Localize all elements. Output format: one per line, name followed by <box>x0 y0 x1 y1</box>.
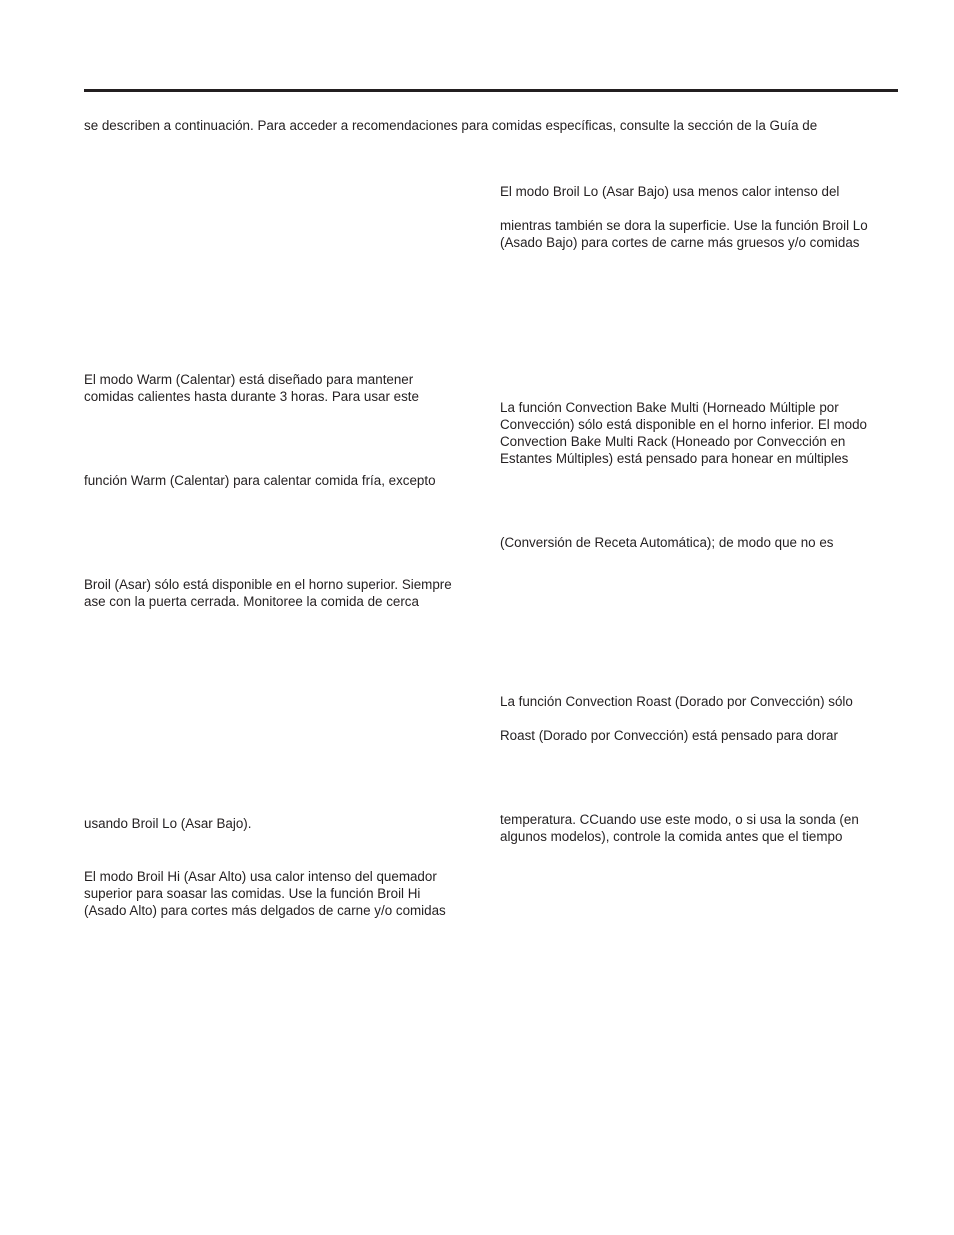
conv-bake-text-line-3: Convection Bake Multi Rack (Honeado por Convección en <box>500 434 846 449</box>
broil-lo-text-line-1: El modo Broil Lo (Asar Bajo) usa menos calor intenso del <box>500 184 840 199</box>
broil-text-line-1: Broil (Asar) sólo está disponible en el horno superior. Siempre <box>84 577 452 592</box>
conv-bake-text-line-1: La función Convection Bake Multi (Horneado Múltiple por <box>500 400 839 415</box>
warm-text-line-2: comidas calientes hasta durante 3 horas. Para usar este <box>84 389 419 404</box>
header-rule <box>84 89 898 92</box>
warm-text-continued: función Warm (Calentar) para calentar comida fría, excepto <box>84 473 436 488</box>
conv-roast-text-line-4: algunos modelos), controle la comida antes que el tiempo <box>500 829 843 844</box>
broil-text-line-2: ase con la puerta cerrada. Monitoree la comida de cerca <box>84 594 419 609</box>
conv-bake-text-continued: (Conversión de Receta Automática); de modo que no es <box>500 535 834 550</box>
conv-roast-text-line-2: Roast (Dorado por Convección) está pensado para dorar <box>500 728 838 743</box>
conv-roast-text-line-3: temperatura. CCuando use este modo, o si usa la sonda (en <box>500 812 859 827</box>
conv-bake-text-line-2: Convección) sólo está disponible en el horno inferior. El modo <box>500 417 867 432</box>
conv-bake-text-line-4: Estantes Múltiples) está pensado para honear en múltiples <box>500 451 849 466</box>
broil-hi-text-line-3: (Asado Alto) para cortes más delgados de carne y/o comidas <box>84 903 446 918</box>
broil-lo-text-line-2: mientras también se dora la superficie. Use la función Broil Lo <box>500 218 868 233</box>
broil-hi-text-line-2: superior para soasar las comidas. Use la función Broil Hi <box>84 886 421 901</box>
intro-text: se describen a continuación. Para acceder a recomendaciones para comidas específicas, consulte la sección de la Guía de <box>84 118 818 133</box>
warm-text-line-1: El modo Warm (Calentar) está diseñado para mantener <box>84 372 414 387</box>
broil-lo-text-line-3: (Asado Bajo) para cortes de carne más gruesos y/o comidas <box>500 235 860 250</box>
conv-roast-text-line-1: La función Convection Roast (Dorado por Convección) sólo <box>500 694 853 709</box>
broil-hi-text-line-1: El modo Broil Hi (Asar Alto) usa calor intenso del quemador <box>84 869 437 884</box>
broil-text-continued: usando Broil Lo (Asar Bajo). <box>84 816 252 831</box>
